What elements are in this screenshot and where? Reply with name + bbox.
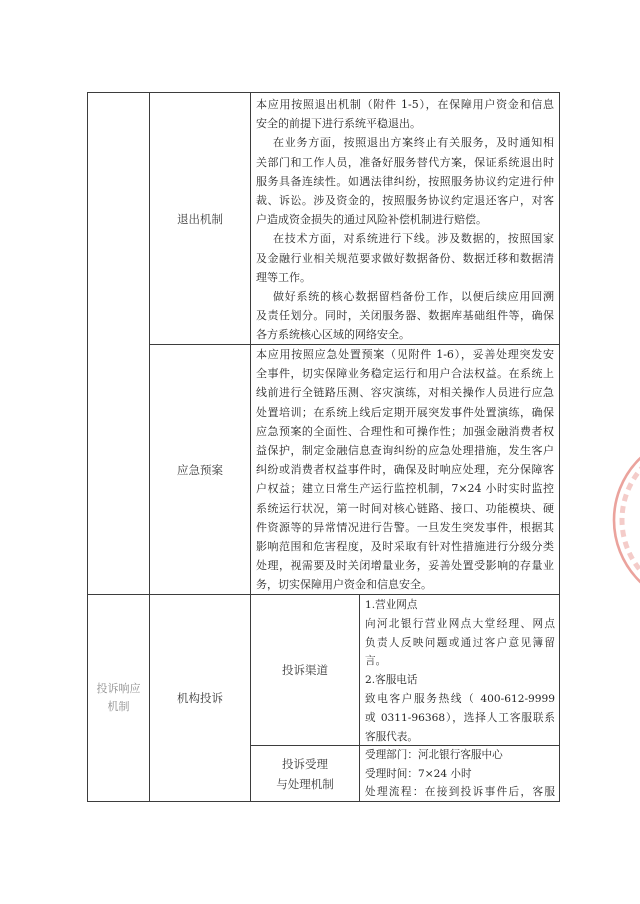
exit-mechanism-label: 退出机制 bbox=[177, 211, 223, 226]
emergency-plan-label: 应急预案 bbox=[177, 462, 223, 477]
exit-mechanism-text-line: 关部门和工作人员，准备好服务替代方案，保证系统退出时 bbox=[256, 155, 554, 169]
complaint-handling-label-cell bbox=[251, 746, 360, 802]
emergency-plan-text-line: 系统运行状况，第一时间对核心链路、接口、功能模块、硬 bbox=[256, 501, 554, 515]
subcategory-label: 机构投诉 bbox=[177, 691, 223, 705]
paragraph bbox=[365, 671, 555, 690]
paragraph bbox=[256, 133, 554, 229]
emergency-plan-text-line: 户权益；建立日常生产运行监控机制，7×24 小时实时监控 bbox=[256, 482, 554, 496]
exit-mechanism-text-line: 各方系统核心区域的网络安全。 bbox=[256, 328, 410, 342]
paragraph bbox=[365, 765, 555, 784]
exit-mechanism-text-line: 在技术方面，对系统进行下线。涉及数据的，按照国家 bbox=[273, 232, 554, 246]
seal-outer-ring bbox=[614, 434, 640, 606]
exit-mechanism-text-line: 做好系统的核心数据留档备份工作，以便后续应用回溯 bbox=[273, 289, 554, 303]
exit-mechanism-text-line: 安全的前提下进行系统平稳退出。 bbox=[256, 117, 421, 131]
emergency-plan-text-line: 纠纷或消费者权益事件时，确保及时响应处理，充分保障客 bbox=[256, 463, 554, 477]
emergency-plan-text-line: 处理，视需要及时关闭增量业务，妥善处置受影响的存量业 bbox=[256, 559, 554, 573]
exit-mechanism-text-line: 及责任划分。同时，关闭服务器、数据库基础组件等，确保 bbox=[256, 309, 554, 323]
complaint-channels-text-line: 客服代表。 bbox=[365, 730, 418, 743]
subcategory-institution-complaint bbox=[150, 595, 251, 802]
complaint-handling-label-line: 与处理机制 bbox=[276, 776, 334, 791]
paragraph bbox=[256, 95, 554, 133]
complaint-channels-text-line: 1.营业网点 bbox=[365, 599, 418, 611]
exit-mechanism-text-line: 服务具备连续性。如遇法律纠纷，按照服务协议约定进行仲 bbox=[256, 174, 554, 188]
complaint-channels-content bbox=[360, 595, 560, 746]
complaint-handling-text-line: 受理部门：河北银行客服中心 bbox=[365, 749, 503, 761]
emergency-plan-text-line: 线前进行全链路压测、容灾演练，对相关操作人员进行应急 bbox=[256, 386, 554, 400]
paragraph bbox=[365, 596, 555, 615]
complaint-channels-label: 投诉渠道 bbox=[282, 663, 328, 677]
complaint-channels-text-line: 2.客服电话 bbox=[365, 674, 418, 687]
emergency-plan-text-line: 应急预案的全面性、合理性和可操作性；加强金融消费者权 bbox=[256, 424, 554, 438]
complaint-handling-content bbox=[360, 746, 560, 802]
seal-stamp bbox=[600, 420, 640, 620]
exit-mechanism-text-line: 本应用按照退出机制（附件 1-5），在保障用户资金和信息 bbox=[256, 98, 554, 111]
paragraph bbox=[365, 690, 555, 746]
row-label-exit-mechanism bbox=[150, 93, 251, 345]
paragraph bbox=[365, 746, 555, 765]
complaint-channels-text-line: 向河北银行营业网点大堂经理、网点 bbox=[365, 617, 555, 630]
exit-mechanism-text-line: 裁、诉讼。涉及资金的，按照服务协议约定退还客户，对客 bbox=[256, 193, 554, 207]
paragraph bbox=[256, 345, 554, 594]
complaint-handling-text-line: 处理流程：在接到投诉事件后，客服 bbox=[365, 786, 555, 799]
exit-mechanism-text-line: 理等工作。 bbox=[256, 270, 311, 284]
emergency-plan-text-line: 影响范围和危害程度，及时采取有针对性措施进行分级分类 bbox=[256, 539, 554, 553]
emergency-plan-text-line: 处置培训；在系统上线后定期开展突发事件处置演练，确保 bbox=[256, 405, 554, 419]
category-complaint-response bbox=[88, 595, 150, 802]
paragraph bbox=[256, 229, 554, 287]
row-label-emergency-plan bbox=[150, 345, 251, 595]
complaint-channels-label-cell bbox=[251, 595, 360, 746]
exit-mechanism-content bbox=[251, 93, 560, 345]
emergency-plan-text-line: 务，切实保障用户资金和信息安全。 bbox=[256, 578, 432, 592]
emergency-plan-text-line: 全事件，切实保障业务稳定运行和用户合法权益。在系统上 bbox=[256, 367, 554, 381]
document-table bbox=[87, 92, 560, 802]
emergency-plan-text-line: 本应用按照应急处置预案（见附件 1-6），妥善处理突发安 bbox=[256, 348, 554, 361]
complaint-handling-text-line: 受理时间：7×24 小时 bbox=[365, 767, 472, 780]
exit-mechanism-text-line: 户造成资金损失的通过风险补偿机制进行赔偿。 bbox=[256, 213, 487, 227]
emergency-plan-text-line: 件资源等的异常情况进行告警。一旦发生突发事件，根据其 bbox=[256, 520, 554, 534]
paragraph bbox=[365, 615, 555, 671]
complaint-channels-text-line: 言。 bbox=[365, 655, 387, 668]
exit-mechanism-text-line: 及金融行业相关规范要求做好数据备份、数据迁移和数据清 bbox=[256, 251, 554, 265]
paragraph bbox=[365, 783, 555, 802]
category-label-line: 投诉响应 bbox=[96, 682, 141, 695]
complaint-handling-label-line: 投诉受理 bbox=[282, 756, 328, 771]
category-label-line: 机制 bbox=[107, 700, 130, 713]
exit-mechanism-text-line: 在业务方面，按照退出方案终止有关服务，及时通知相 bbox=[273, 136, 554, 150]
paragraph bbox=[256, 287, 554, 345]
category-cell-empty bbox=[88, 93, 150, 595]
complaint-channels-text-line: 致电客户服务热线（ 400-612-9999 bbox=[365, 692, 555, 705]
emergency-plan-content bbox=[251, 345, 560, 595]
emergency-plan-text-line: 益保护，制定金融信息查询纠纷的应急处理措施，发生客户 bbox=[256, 443, 554, 457]
complaint-channels-text-line: 或 0311-96368），选择人工客服联系 bbox=[365, 711, 555, 724]
seal-inner-marks bbox=[622, 442, 640, 598]
complaint-channels-text-line: 负责人反映问题或通过客户意见簿留 bbox=[365, 636, 555, 649]
